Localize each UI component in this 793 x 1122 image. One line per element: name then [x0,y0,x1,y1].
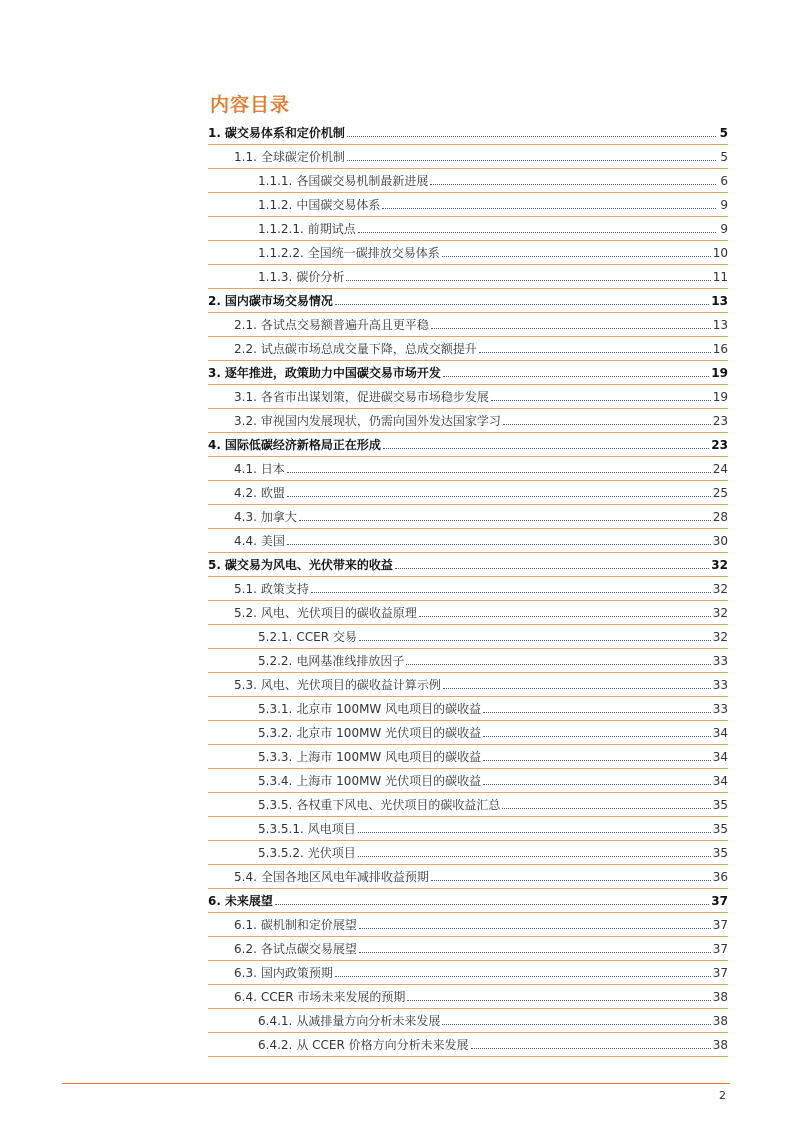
toc-entry-title: 未来展望 [224,894,273,908]
toc-entry-title: 碳交易为风电、光伏带来的收益 [224,558,393,572]
toc-entry-title: 加拿大 [260,510,297,524]
toc-entry-title: 风电、光伏项目的碳收益原理 [260,606,417,620]
toc-entry-title: 国内碳市场交易情况 [224,294,333,308]
toc-entry-number: 2.2. [234,342,257,356]
toc-entry-number: 5.4. [234,870,257,884]
toc-dot-leader [346,280,710,281]
toc-entry[interactable] [208,529,728,553]
toc-entry-title: 日本 [260,462,285,476]
toc-dot-leader [359,640,711,641]
toc-entry-title: 各国碳交易机制最新进展 [296,174,429,188]
toc-entry-page: 32 [712,606,728,620]
toc-entry-title: 从减排量方向分析未来发展 [296,1014,441,1028]
toc-dot-leader [358,832,711,833]
toc-entry-page: 37 [712,966,728,980]
toc-dot-leader [358,232,716,233]
toc-entry[interactable] [208,769,728,793]
toc-entry-number: 4.4. [234,534,257,548]
toc-entry-title: 试点碳市场总成交量下降，总成交额提升 [260,342,477,356]
toc-entry-number: 3.1. [234,390,257,404]
toc-entry-number: 1.1.2.1. [258,222,304,236]
toc-entry-number: 5.3.2. [258,726,293,740]
toc-entry-page: 5 [719,126,728,140]
toc-entry-number: 6.4. [234,990,257,1004]
toc-entry-title: 各权重下风电、光伏项目的碳收益汇总 [296,798,501,812]
toc-entry-title: CCER 交易 [296,630,357,644]
toc-entry-title: CCER 市场未来发展的预期 [260,990,406,1004]
toc-dot-leader [431,880,711,881]
toc-entry[interactable] [208,1009,728,1033]
toc-entry-page: 23 [711,438,728,452]
toc-entry-number: 5.1. [234,582,257,596]
toc-entry-number: 5.3. [234,678,257,692]
toc-entry[interactable] [208,169,728,193]
toc-dot-leader [483,760,711,761]
toc-dot-leader [299,520,711,521]
toc-entry-page: 32 [712,630,728,644]
toc-entry-number: 1. [208,126,221,140]
toc-entry-title: 光伏项目 [307,846,356,860]
toc-entry-title: 上海市 100MW 光伏项目的碳收益 [296,774,482,788]
toc-dot-leader [382,208,716,209]
toc-entry[interactable] [208,625,728,649]
toc-dot-leader [335,304,709,305]
toc-dot-leader [483,712,711,713]
toc-entry-page: 28 [712,510,728,524]
toc-entry-title: 审视国内发展现状，仍需向国外发达国家学习 [260,414,501,428]
toc-entry-number: 5.3.5. [258,798,293,812]
toc-dot-leader [347,136,716,137]
toc-entry-page: 33 [712,702,728,716]
toc-dot-leader [471,1048,711,1049]
toc-entry-title: 碳交易体系和定价机制 [224,126,345,140]
toc-dot-leader [383,448,709,449]
toc-entry[interactable] [208,145,728,169]
toc-entry-title: 国际低碳经济新格局正在形成 [224,438,381,452]
toc-entry-page: 25 [712,486,728,500]
toc-entry-title: 上海市 100MW 风电项目的碳收益 [296,750,482,764]
toc-entry[interactable] [208,289,728,313]
toc-dot-leader [311,592,711,593]
toc-entry[interactable] [208,481,728,505]
toc-dot-leader [431,328,711,329]
toc-entry-page: 34 [712,726,728,740]
page-number: 2 [719,1089,726,1102]
toc-entry[interactable] [208,817,728,841]
toc-entry-number: 5. [208,558,221,572]
toc-dot-leader [287,472,711,473]
toc-entry-page: 35 [712,846,728,860]
toc-entry[interactable] [208,961,728,985]
toc-entry-title: 风电、光伏项目的碳收益计算示例 [260,678,441,692]
toc-entry-page: 36 [712,870,728,884]
toc-entry-number: 1.1. [234,150,257,164]
toc-entry[interactable] [208,649,728,673]
toc-dot-leader [442,256,711,257]
toc-entry[interactable] [208,193,728,217]
toc-entry-page: 38 [712,1038,728,1052]
toc-entry-title: 各试点交易额普遍升高且更平稳 [260,318,429,332]
toc-title: 内容目录 [210,94,291,116]
toc-entry-number: 6.2. [234,942,257,956]
toc-entry-number: 1.1.2. [258,198,293,212]
toc-entry-number: 5.3.5.2. [258,846,304,860]
toc-entry[interactable] [208,745,728,769]
toc-entry[interactable] [208,241,728,265]
toc-entry-page: 13 [711,294,728,308]
toc-entry-page: 34 [712,750,728,764]
toc-entry-number: 5.3.4. [258,774,293,788]
toc-entry-number: 4.2. [234,486,257,500]
toc-entry[interactable] [208,313,728,337]
toc-entry[interactable] [208,433,728,457]
toc-entry-page: 35 [712,798,728,812]
toc-entry-page: 30 [712,534,728,548]
toc-entry[interactable] [208,553,728,577]
toc-entry-page: 10 [712,246,728,260]
toc-entry[interactable] [208,913,728,937]
toc-entry-title: 国内政策预期 [260,966,333,980]
toc-dot-leader [483,736,711,737]
toc-entry[interactable] [208,1033,728,1057]
toc-entry-page: 32 [711,558,728,572]
toc-list [208,121,728,1057]
toc-entry-number: 5.2. [234,606,257,620]
toc-entry-title: 各省市出谋划策，促进碳交易市场稳步发展 [260,390,489,404]
toc-entry-page: 32 [712,582,728,596]
toc-dot-leader [491,400,711,401]
toc-entry[interactable] [208,697,728,721]
toc-dot-leader [287,544,711,545]
toc-entry-number: 5.3.5.1. [258,822,304,836]
toc-entry-title: 政策支持 [260,582,309,596]
toc-dot-leader [359,928,711,929]
toc-entry-title: 各试点碳交易展望 [260,942,357,956]
toc-entry-page: 33 [712,654,728,668]
toc-entry-number: 6.1. [234,918,257,932]
toc-entry-title: 全国各地区风电年减排收益预期 [260,870,429,884]
toc-entry-number: 1.1.3. [258,270,293,284]
toc-entry-number: 6. [208,894,221,908]
toc-entry-number: 2. [208,294,221,308]
toc-entry[interactable] [208,265,728,289]
toc-entry-number: 2.1. [234,318,257,332]
toc-entry-page: 9 [720,222,728,236]
toc-entry-number: 6.3. [234,966,257,980]
toc-entry-page: 24 [712,462,728,476]
toc-entry-page: 37 [712,942,728,956]
toc-entry-title: 碳价分析 [296,270,345,284]
toc-entry-title: 风电项目 [307,822,356,836]
toc-dot-leader [275,904,709,905]
toc-entry-page: 37 [712,918,728,932]
toc-dot-leader [443,376,709,377]
toc-entry-title: 前期试点 [307,222,356,236]
toc-dot-leader [483,784,711,785]
toc-entry-number: 1.1.1. [258,174,293,188]
toc-entry-number: 5.3.1. [258,702,293,716]
toc-entry-title: 中国碳交易体系 [296,198,381,212]
toc-dot-leader [347,160,716,161]
toc-entry-page: 37 [711,894,728,908]
toc-entry[interactable] [208,793,728,817]
toc-entry-title: 全国统一碳排放交易体系 [307,246,440,260]
toc-entry[interactable] [208,337,728,361]
toc-entry-title: 从 CCER 价格方向分析未来发展 [296,1038,469,1052]
toc-entry-number: 4.1. [234,462,257,476]
toc-entry-page: 11 [712,270,728,284]
toc-entry[interactable] [208,601,728,625]
toc-entry-number: 6.4.2. [258,1038,293,1052]
toc-entry-number: 5.3.3. [258,750,293,764]
toc-entry-title: 碳机制和定价展望 [260,918,357,932]
toc-entry-title: 北京市 100MW 光伏项目的碳收益 [296,726,482,740]
toc-dot-leader [358,856,711,857]
toc-entry-page: 34 [712,774,728,788]
toc-dot-leader [419,616,711,617]
toc-entry-page: 16 [712,342,728,356]
toc-entry[interactable] [208,577,728,601]
toc-entry-title: 美国 [260,534,285,548]
toc-entry-page: 38 [712,1014,728,1028]
toc-entry[interactable] [208,985,728,1009]
toc-entry-page: 38 [712,990,728,1004]
toc-entry-page: 5 [720,150,728,164]
toc-dot-leader [502,808,710,809]
toc-dot-leader [359,952,711,953]
toc-entry[interactable] [208,889,728,913]
toc-entry-title: 欧盟 [260,486,285,500]
toc-dot-leader [503,424,711,425]
toc-dot-leader [442,1024,710,1025]
toc-entry[interactable] [208,361,728,385]
toc-dot-leader [287,496,711,497]
toc-entry-page: 23 [712,414,728,428]
toc-entry-page: 33 [712,678,728,692]
toc-entry-page: 13 [712,318,728,332]
toc-entry-number: 1.1.2.2. [258,246,304,260]
toc-entry-page: 6 [720,174,728,188]
toc-entry-number: 5.2.2. [258,654,293,668]
toc-entry[interactable] [208,841,728,865]
toc-dot-leader [406,664,710,665]
toc-entry[interactable] [208,457,728,481]
toc-entry-number: 3.2. [234,414,257,428]
toc-entry-page: 19 [712,390,728,404]
toc-entry[interactable] [208,385,728,409]
toc-entry[interactable] [208,721,728,745]
toc-entry[interactable] [208,121,728,145]
toc-dot-leader [407,1000,710,1001]
toc-dot-leader [479,352,711,353]
toc-dot-leader [443,688,711,689]
toc-entry-number: 4. [208,438,221,452]
toc-entry[interactable] [208,217,728,241]
toc-dot-leader [430,184,716,185]
toc-entry-title: 电网基准线排放因子 [296,654,405,668]
toc-entry[interactable] [208,865,728,889]
toc-entry-page: 19 [711,366,728,380]
toc-entry[interactable] [208,505,728,529]
toc-entry-number: 4.3. [234,510,257,524]
toc-entry-number: 5.2.1. [258,630,293,644]
toc-entry-page: 9 [720,198,728,212]
toc-entry-title: 逐年推进，政策助力中国碳交易市场开发 [224,366,441,380]
toc-entry-number: 6.4.1. [258,1014,293,1028]
toc-dot-leader [335,976,711,977]
footer-rule [62,1083,730,1084]
toc-entry-number: 3. [208,366,221,380]
toc-entry-page: 35 [712,822,728,836]
toc-dot-leader [395,568,709,569]
toc-entry-title: 北京市 100MW 风电项目的碳收益 [296,702,482,716]
toc-entry[interactable] [208,937,728,961]
toc-entry[interactable] [208,409,728,433]
toc-entry[interactable] [208,673,728,697]
toc-entry-title: 全球碳定价机制 [260,150,345,164]
